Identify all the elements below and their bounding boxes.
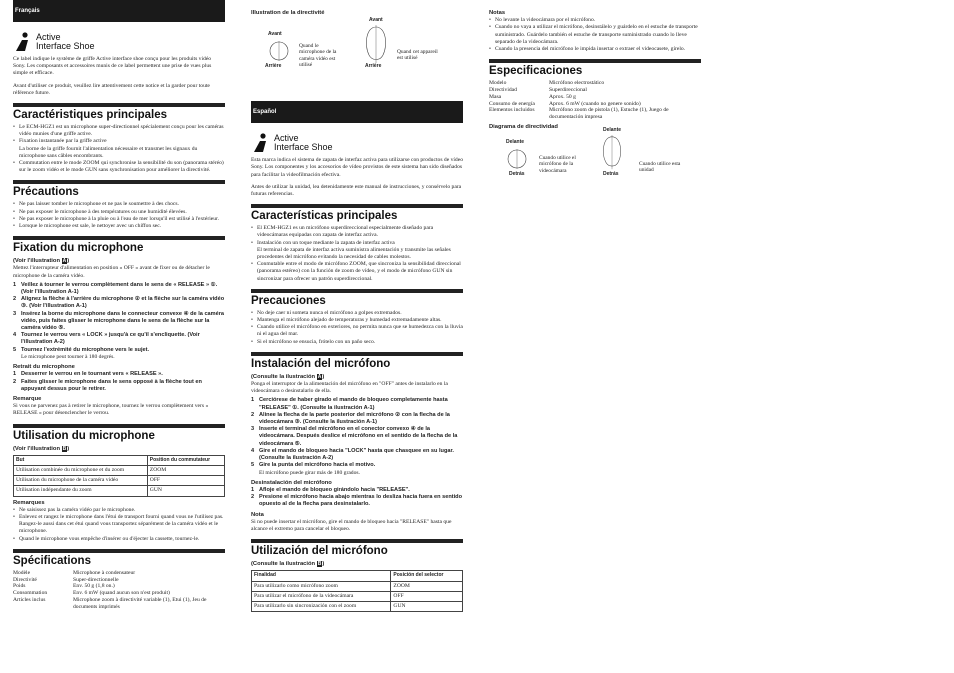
spec-label: Poids [13,583,26,590]
spec-value: Env. 50 g (1,8 on.) [73,583,115,590]
desinstalacion-steps [251,487,463,509]
table-row: Para utilizarlo sin sincronización con el zoom GUN [252,601,463,611]
list-item: • Cuando la presencia del micrófono le impida insertar o extraer el videocasete, gírelo. [489,46,701,53]
list-item: • Ne saisissez pas la caméra vidéo par le microphone. [13,507,225,514]
heading-precautions: Précautions [13,180,225,199]
step-item: 1 Desserrer le verrou en le tournant vers « RELEASE ». [13,371,163,378]
see-illustration-a: (Voir l'illustration A) [13,258,70,265]
active-interface-shoe-logo: Active Interface Shoe [251,131,463,155]
list-item: • Ne pas exposer le microphone à la pluie ou à l'eau de mer lorsqu'il est utilisé à l'extérieur. [13,216,225,223]
logo-icon [251,133,273,153]
step-item: 5 Tournez l'extrémité du microphone vers le sujet. Le microphone peut tourner à 180 degrés. [13,346,150,360]
list-item: • Ne pas laisser tomber le microphone et ne pas le soumettre à des chocs. [13,201,225,208]
features-list [13,124,225,174]
list-item: • Conmutable entre el modo de micrófono ZOOM, que sincroniza la sensibilidad direccional (panorama estéreo) con la función de zoom de vídeo, y el modo de micrófono GUN sin sincronizar para ofrecer un patrón superdireccional. [251,261,463,283]
spec-value: Microphone à condensateur [73,569,136,576]
list-item: • Ne pas exposer le microphone à des températures ou une humidité élevées. [13,209,225,216]
list-item: • Fixation instantanée par la griffe active La borne de la griffe fournit l'alimentation nécessaire et transmet les signaux du microphone sans câbles encombrants. [13,138,225,160]
list-item: • No deje caer ni someta nunca el micrófono a golpes extremados. [251,310,463,317]
specs-list [489,80,701,121]
features-list [251,225,463,283]
notas-list [489,17,701,53]
list-item: • Si el micrófono se ensucia, frótelo con un paño seco. [251,339,463,346]
list-item: • Mantenga el micrófono alejado de temperaturas y humedad extremadamente altas. [251,317,463,324]
heading-specifications: Spécifications [13,549,225,568]
table-row: Utilisation indépendante du zoom GUN [14,486,225,496]
fixation-steps [13,282,225,361]
list-item: • Lorsque le microphone est sale, le nettoyer avec un chiffon sec. [13,223,225,230]
spec-label: Modèle [13,569,31,576]
list-item: • Instalación con un toque mediante la zapata de interfaz activa El terminal de zapata de interfaz activa suministra alimentación y transmite las señales procedentes del micrófono evitando la necesidad de cables molestos. [251,240,463,262]
spec-value: Micrófono zoom de pistola (1), Estuche (1), Juego de documentación impresa [549,107,669,121]
active-interface-shoe-logo: Active Interface Shoe [13,30,225,54]
list-item: • Cuando utilice el micrófono en exteriores, no permita nunca que se humedezca con la lluvia ni el agua del mar. [251,324,463,338]
heading-utilisation: Utilisation du microphone [13,424,225,443]
step-item: 2 Alignez la flèche à l'arrière du microphone ② et la flèche sur la caméra vidéo ③. (Voir l'illustration A-1) [13,296,225,310]
installation-intro: Ponga el interruptor de la alimentación del micrófono en "OFF" antes de instalarlo en la videocámara o desinstalarlo de ella. [251,381,448,395]
intro-text-2: Antes de utilizar la unidad, lea detenidamente este manual de instrucciones, y consérvelo para futuras referencias. [251,183,462,198]
language-header: Français [13,0,225,22]
spec-label: Articles inclus [13,596,46,603]
heading-especificaciones: Especificaciones [489,59,701,78]
step-item: 4 Gire el mando de bloqueo hacia "LOCK" hasta que chasquee en su lugar. (Consulte la ilustración A-2) [251,447,454,462]
spec-label: Consumo de energía [489,100,535,107]
heading-features: Características principales [251,204,463,223]
intro-text-2: Avant d'utiliser ce produit, veuillez lire attentivement cette notice et la garder pour toute référence future. [13,82,210,96]
table-row: Utilisation du microphone de la caméra vidéo OFF [14,476,225,486]
heading-notas: Notas [489,10,506,16]
nota-text: Si no puede insertar el micrófono, gire el mando de bloqueo hacia "RELEASE" hasta que alcance el extremo para cancelar el bloqueo. [251,518,452,532]
switch-table: But Position du commutateur Utilisation combinée du microphone et du zoom ZOOM Utilisation du microphone de la caméra vidéo OFF Utilisation indépendante du zoom GUN [13,455,225,497]
table-row: Utilisation combinée du microphone et du zoom ZOOM [14,465,225,475]
step-item: 2 Faites glisser le microphone dans le sens opposé à la flèche tout en appuyant dessus pour le retirer. [13,378,202,392]
spec-label: Directivité [13,576,37,583]
precautions-list [251,310,463,346]
heading-fixation: Fixation du microphone [13,236,225,255]
see-illustration-b: (Voir l'illustration B) [13,445,70,452]
heading-precautions: Precauciones [251,289,463,308]
pattern-camera-icon [505,147,529,171]
specs-list [13,570,225,611]
list-item: • Enlevez et rangez le microphone dans l'étui de transport fourni quand vous ne l'utilisez pas. Rangez-le aussi dans cet étui quand vous transportez séparément de la caméra vidéo et le microphone. [13,514,225,536]
step-item: 1 Cerciórese de haber girado el mando de bloqueo completamente hasta "RELEASE" ①. (Consulte la ilustración A-1) [251,397,448,411]
retrait-steps [13,371,225,393]
spec-value: Micrófono electrostático [549,80,605,87]
list-item: • El ECM-HGZ1 es un micrófono superdireccional especialmente diseñado para videocámaras equipadas con zapata de interfaz activa. [251,225,463,239]
step-item: 5 Gire la punta del micrófono hacia el motivo. El micrófono puede girar más de 180 grados. [251,462,376,476]
heading-retrait: Retrait du microphone [13,364,75,371]
spec-value: Aprox. 50 g [549,93,576,100]
table-row: Para utilizarlo como micrófono zoom ZOOM [252,581,463,591]
spec-label: Elementos incluidos [489,107,535,114]
column-spanish [251,0,463,612]
spec-label: Modelo [489,80,507,87]
remarques-list [13,507,225,543]
spec-value: Super-directionnelle [73,576,119,583]
pattern-unit-icon [361,25,391,65]
spec-value: Env. 6 mW (quand aucun son n'est produit) [73,590,170,597]
column-french [13,0,225,611]
step-item: 1 Veillez à tourner le verrou complètement dans le sens de « RELEASE » ①. (Voir l'illustration A-1) [13,281,218,296]
installation-steps [251,397,463,476]
spec-label: Masa [489,93,502,100]
step-item: 3 Insérez la borne du microphone dans le connecteur convexe ④ de la caméra vidéo, puis faites glisser le microphone dans le sens de la flèche sur la caméra vidéo ⑤. [13,310,225,332]
diagram-title: Diagrama de directividad [489,124,558,130]
directivity-diagram-fr: Avant Arrière Quand le microphone de la caméra vidéo est utilisé Avant Arrière Quand cet appareil est utilisé [265,17,438,70]
heading-remarque: Remarque [13,395,42,402]
precautions-list [13,201,225,230]
table-row: Para utilizar el micrófono de la videocámara OFF [252,591,463,601]
step-item: 2 Alinee la flecha de la parte posterior del micrófono ② con la flecha de la videocámara ③. (Consulte la ilustración A-1) [251,411,450,426]
list-item: • Quand le microphone vous empêche d'insérer ou d'éjecter la cassette, tournez-le. [13,536,225,543]
heading-desinstalacion: Desinstalación del micrófono [251,479,332,486]
column-spanish-cont [489,0,701,203]
heading-nota: Nota [251,511,264,518]
see-illustration-b: (Consulte la ilustración B) [251,561,325,568]
step-item: 4 Tournez le verrou vers « LOCK » jusqu'à ce qu'il s'encliquette. (Voir l'illustration A-2) [13,332,200,346]
list-item: • No levante la videocámara por el micrófono. [489,17,701,24]
list-item: • Cuando no vaya a utilizar el micrófono, desinstálelo y guárdelo en el estuche de transporte suministrado. Guárdelo también el estuche de transporte suministrado cuando lo lleve separado de la videocámara. [489,24,701,46]
intro-text: Esta marca indica el sistema de zapata de interfaz activa para utilizarse con productos de vídeo Sony. Los componentes y los accesorios de vídeo provistos de este sistema han sido diseñados para facilitar la videofilmación efectiva. [251,157,463,178]
spec-value: Superdireccional [549,87,587,94]
spec-label: Directividad [489,87,517,94]
heading-remarques: Remarques [13,499,45,506]
list-item: • Commutation entre le mode ZOOM qui synchronise la sensibilité du son (panorama stéréo) sur le zoom vidéo et le mode GUN sans synchronisation pour améliorer la directivité. [13,160,225,174]
switch-table: Finalidad Posición del selector Para utilizarlo como micrófono zoom ZOOM Para utilizar el micrófono de la videocámara OFF Para utilizarlo sin sincronización con el zoom GUN [251,570,463,612]
see-illustration-a: (Consulte la ilustración A) [251,373,325,380]
pattern-camera-icon [267,39,291,63]
list-item: • Le ECM-HGZ1 est un microphone super-directionnel spécialement conçu pour les caméras vidéo munies d'une griffe active. [13,124,225,138]
pattern-unit-icon [597,135,627,171]
spec-label: Consommation [13,590,48,597]
heading-utilizacion: Utilización del micrófono [251,539,463,558]
step-item: 2 Presione el micrófono hacia abajo mientras lo desliza hacia fuera en sentido opuesto al de la flecha para desinstalarlo. [251,494,462,508]
logo-icon [13,32,35,52]
heading-features: Caractéristiques principales [13,103,225,122]
heading-installation: Instalación del micrófono [251,352,463,371]
step-item: 3 Inserte el terminal del micrófono en el conector convexo ④ de la videocámara. Después deslice el micrófono en el sentido de la flecha de la videocámara ⑤. [251,426,458,447]
spec-value: Aprox. 6 mW (cuando no genere sonido) [549,100,641,107]
spec-value: Microphone zoom à directivité variable (1), Etui (1), Jeu de documents imprimés [73,596,207,610]
fixation-intro: Mettez l'interrupteur d'alimentation en position « OFF » avant de fixer ou de détacher le microphone de la caméra vidéo. [13,265,210,279]
step-item: 1 Afloje el mando de bloqueo girándolo hacia "RELEASE". [251,486,410,493]
directivity-diagram-es: Delante Detrás Cuando utilice el micrófono de la videocámara Delante Detrás Cuando utilice esta unidad [506,127,681,178]
intro-text: Ce label indique le système de griffe Active interface shoe conçu pour les produits vidéo Sony. Les composants et accessoires munis de ce label permettent une prise de vues plus simple et efficace. [13,56,212,77]
diagram-title: Illustration de la directivité [251,10,325,16]
language-header: Español [251,101,463,123]
remarque-text: Si vous ne parvenez pas à retirer le microphone, tournez le verrou complètement vers « RELEASE » pour désenclencher le verrou. [13,403,209,417]
